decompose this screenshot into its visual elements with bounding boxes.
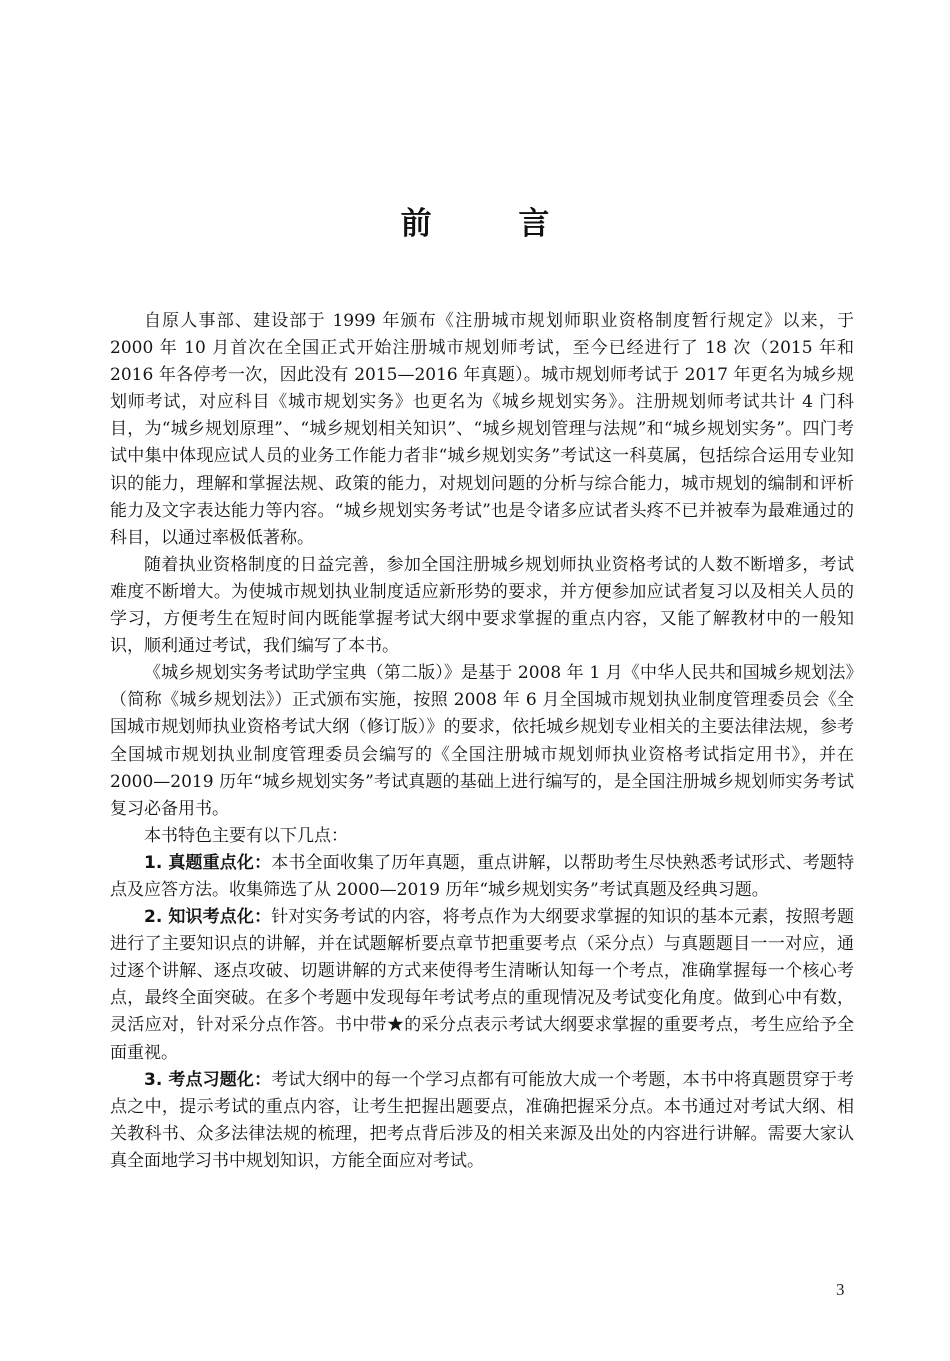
page-title: 前 言 [400,206,588,242]
paragraph: 随着执业资格制度的日益完善，参加全国注册城乡规划师执业资格考试的人数不断增多，考试难度不断增大。为使城市规划执业制度适应新形势的要求，并方便参加应试者复习以及相关人员的学习，方便考生在短时间内既能掌握考试大纲中要求掌握的重点内容，又能了解教材中的一般知识，顺利通过考试，我们编写了本书。 [110,554,854,657]
page-number: 3 [836,1280,845,1299]
paragraph: 《城乡规划实务考试助学宝典（第二版）》是基于 2008 年 1 月《中华人民共和国城乡规划法》（简称《城乡规划法》）正式颁布实施，按照 2008 年 6 月全国城市规划执业制度管理委员会《全国城市规划师执业资格考试大纲（修订版）》的要求，依托城乡规划专业相关的主要法律法规，参考全国城市规划执业制度管理委员会编写的《全国注册城市规划师执业资格考试指定用书》，并在 2000—2019 历年“城乡规划实务”考试真题的基础上进行编写的，是全国注册城乡规划师实务考试复习必备用书。 [110,663,854,819]
paragraph: 本书特色主要有以下几点： [144,825,348,846]
feature-text: 本书全面收集了历年真题，重点讲解，以帮助考生尽快熟悉考试形式、考题特点及应答方法。收集筛选了从 2000—2019 历年“城乡规划实务”考试真题及经典习题。 [110,852,854,900]
feature-heading: 2. 知识考点化： [144,907,272,928]
feature-heading: 1. 真题重点化： [144,852,272,873]
paragraph: 自原人事部、建设部于 1999 年颁布《注册城市规划师职业资格制度暂行规定》以来，于 2000 年 10 月首次在全国正式开始注册城市规划师考试，至今已经进行了 18 次（2015 年和 2016 年各停考一次，因此没有 2015—2016 年真题）。城市规划师考试于 2017 年更名为城乡规划师考试，对应科目《城市规划实务》也更名为《城乡规划实务》。注册规划师考试共计 4 门科目，为“城乡规划原理”、“城乡规划相关知识”、“城乡规划管理与法规”和“城乡规划实务”。四门考试中集中体现应试人员的业务工作能力者非“城乡规划实务”考试这一科莫属，包括综合运用专业知识的能力，理解和掌握法规、政策的能力，对规划问题的分析与综合能力，城市规划的编制和评析能力及文字表达能力等内容。“城乡规划实务考试”也是令诸多应试者头疼不已并被奉为最难通过的科目，以通过率极低著称。 [110,311,854,548]
feature-text: 针对实务考试的内容，将考点作为大纲要求掌握的知识的基本元素，按照考题进行了主要知识点的讲解，并在试题解析要点章节把重要考点（采分点）与真题题目一一对应，通过逐个讲解、逐点攻破、切题讲解的方式来使得考生清晰认知每一个考点，准确掌握每一个核心考点，最终全面突破。在多个考题中发现每年考试考点的重现情况及考试变化角度。做到心中有数，灵活应对，针对采分点作答。书中带★的采分点表示考试大纲要求掌握的重要考点，考生应给予全面重视。 [110,907,854,1063]
feature-item [110,904,854,1067]
feature-item [110,1067,854,1175]
feature-item [110,850,854,904]
body-text [110,308,854,1175]
feature-heading: 3. 考点习题化： [144,1069,272,1090]
feature-text: 考试大纲中的每一个学习点都有可能放大成一个考题，本书中将真题贯穿于考点之中，提示考试的重点内容，让考生把握出题要点，准确把握采分点。本书通过对考试大纲、相关教科书、众多法律法规的梳理，把考点背后涉及的相关来源及出处的内容进行讲解。需要大家认真全面地学习书中规划知识，方能全面应对考试。 [110,1069,854,1171]
